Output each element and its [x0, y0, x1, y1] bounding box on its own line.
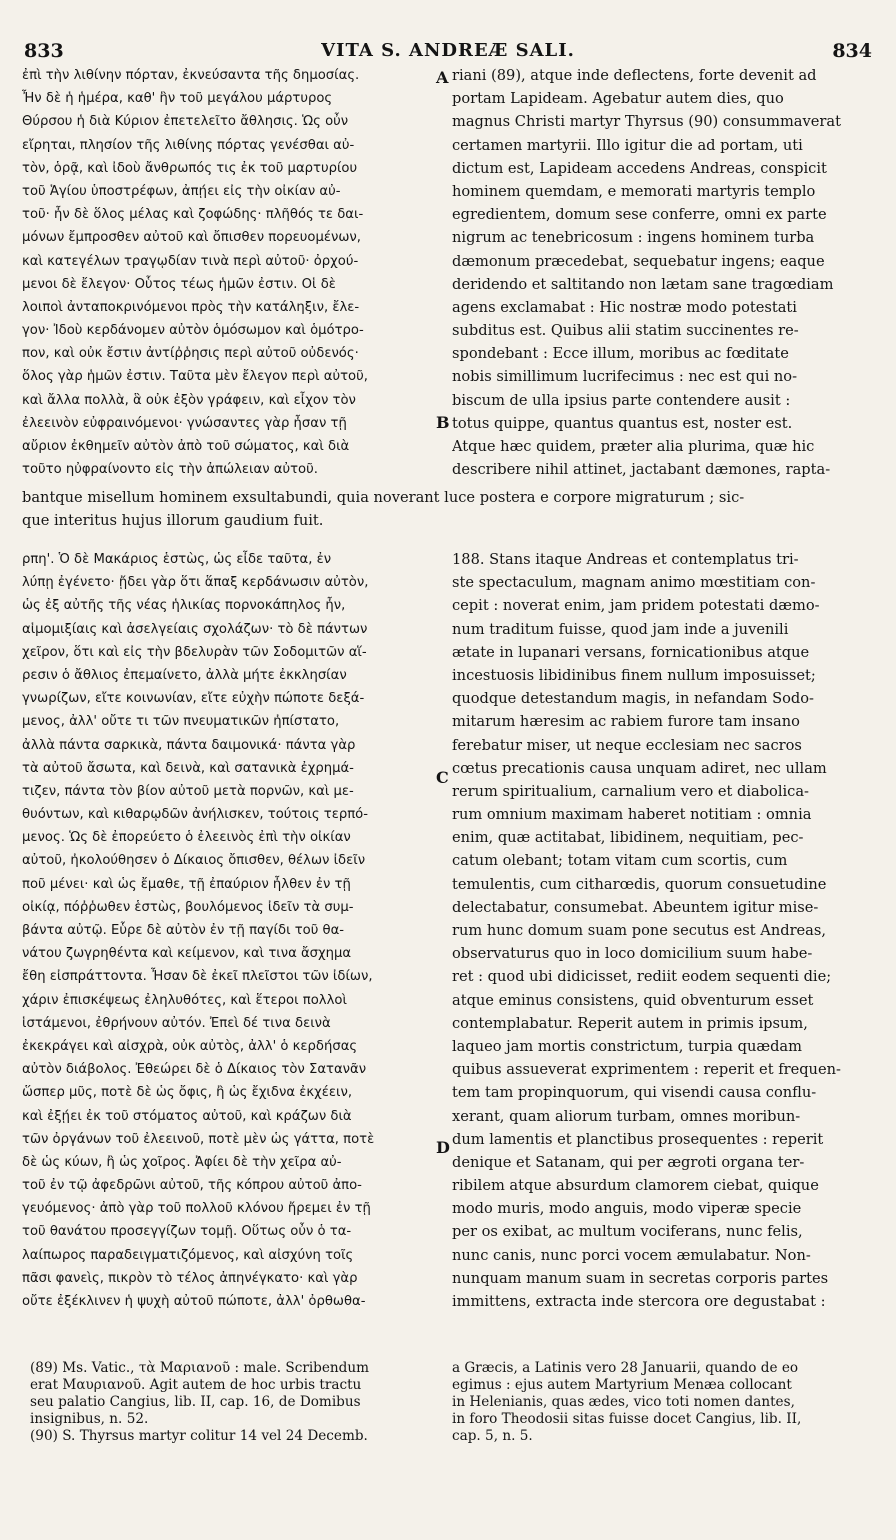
latin-text-line: egredientem, domum sese conferre, omni ex parte [452, 206, 827, 224]
greek-text-line: οὔτε ἐξέκλινεν ἡ ψυχὴ αὐτοῦ πώποτε, ἀλλ' ὀρθωθα- [22, 1294, 366, 1309]
greek-text-line: γνωρίζων, εἴτε κοινωνίαν, εἴτε εὐχὴν πώποτε δεξά- [22, 691, 365, 707]
greek-text-line: τοῦτο ηὐφραίνοντο εἰς τὴν ἀπώλειαν αὐτοῦ. [22, 462, 318, 478]
greek-text-line: ἱστάμενοι, ἐθρήνουν αὐτόν. Ἐπεὶ δέ τινα δεινὰ [22, 1015, 331, 1031]
latin-text-line: ste spectaculum, magnam animo mœstitiam con- [452, 574, 816, 592]
greek-text-line: πον, καὶ οὐκ ἔστιν ἀντίῤῥησις περὶ αὐτοῦ οὐδενός· [22, 346, 359, 362]
latin-text-line: riani (89), atque inde deflectens, forte devenit ad [452, 67, 817, 84]
greek-text-line: ἐπὶ τὴν λιθίνην πόρταν, ἐκνεύσαντα τῆς δημοσίας. [22, 68, 360, 83]
greek-text-line: λύπῃ ἐγένετο· ᾔδει γὰρ ὅτι ἅπαξ κερδάνωσιν αὐτὸν, [22, 575, 369, 591]
latin-text-line: laqueo jam mortis constrictum, turpia quædam [452, 1037, 802, 1055]
margin-letter-d: D [436, 1138, 450, 1157]
greek-text-line: τοῦ ἐν τῷ ἀφεδρῶνι αὐτοῦ, τῆς κόπρου αὐτοῦ ἀπο- [22, 1178, 362, 1194]
latin-text-line: rum hunc domum suam pone secutus est Andreas, [452, 922, 827, 939]
latin-text-line: incestuosis libidinibus finem nullum imposuisset; [452, 666, 816, 684]
page-number-right: 834 [832, 40, 872, 62]
greek-text-line: μόνων ἔμπροσθεν αὐτοῦ καὶ ὄπισθεν πορευομένων, [22, 230, 361, 246]
greek-text-line: τοῦ Ἁγίου ὑποστρέφων, ἀπῄει εἰς τὴν οἰκίαν αὐ- [22, 183, 341, 199]
margin-letter-a: A [436, 68, 449, 87]
latin-text-line: ferebatur miser, ut neque ecclesiam nec sacros [452, 736, 802, 754]
full-width-text [22, 486, 872, 532]
running-title: VITA S. ANDREÆ SALI. [321, 40, 575, 61]
latin-text-line: catum olebant; totam vitam cum scortis, cum [452, 852, 788, 870]
latin-text-line: cœtus precationis causa unquam adiret, nec ullam [452, 759, 827, 777]
latin-text-line: magnus Christi martyr Thyrsus (90) consummaverat [452, 113, 841, 131]
footnote-line: insignibus, n. 52. [30, 1411, 149, 1427]
greek-text-line: ἀλλὰ πάντα σαρκικὰ, πάντα δαιμονικά· πάντα γὰρ [22, 737, 356, 753]
greek-text-line: γον· Ἰδοὺ κερδάνομεν αὐτὸν ὁμόσωμον καὶ ὁμότρο- [22, 323, 364, 339]
latin-text-line: Atque hæc quidem, præter alia plurima, quæ hic [452, 438, 815, 455]
greek-text-line: τοῦ θανάτου προσεγγίζων τομῇ. Οὕτως οὖν ὁ τα- [22, 1224, 352, 1240]
footnote-line: seu palatio Cangius, lib. II, cap. 16, de Domibus [30, 1394, 361, 1410]
latin-text-line: spondebant : Ecce illum, moribus ac fœditate [452, 345, 789, 363]
footnote-line: in Helenianis, quas ædes, vico toti nomen dantes, [452, 1394, 795, 1410]
greek-text-line: ὥσπερ μῦς, ποτὲ δὲ ὡς ὄφις, ἢ ὡς ἔχιδνα ἐκχέειν, [22, 1085, 353, 1101]
latin-text-line: ribilem atque absurdum clamorem ciebat, quique [452, 1177, 819, 1195]
top-greek-column [22, 64, 440, 484]
greek-text-line: βάντα αὐτῷ. Εὗρε δὲ αὐτὸν ἐν τῇ παγίδι τοῦ θα- [22, 923, 345, 938]
latin-text-line: nunquam manum suam in secretas corporis partes [452, 1269, 829, 1287]
greek-text-line: οἰκίᾳ, πόῤῥωθεν ἑστὼς, βουλόμενος ἰδεῖν τὰ συμ- [22, 899, 354, 915]
footnote-line: in foro Theodosii sitas fuisse docet Cangius, lib. II, [452, 1411, 802, 1427]
greek-text-line: Ἦν δὲ ἡ ἡμέρα, καθ' ἣν τοῦ μεγάλου μάρτυρος [22, 91, 333, 107]
latin-text-line: bantque misellum hominem exsultabundi, quia noverant luce postera e corpore migraturum ; sic- [22, 489, 745, 506]
greek-text-line: ρεσιν ὁ ἄθλιος ἐπεμαίνετο, ἀλλὰ μήτε ἐκκλησίαν [22, 667, 347, 683]
footnotes-left [30, 1360, 440, 1470]
latin-text-line: hominem quemdam, e memorati martyris templo [452, 182, 816, 200]
greek-text-line: μενοι δὲ ἔλεγον· Οὗτος τέως ἡμῶν ἐστιν. Οἱ δὲ [22, 276, 336, 292]
latin-text-line: quodque detestandum magis, in nefandam Sodo- [452, 690, 814, 708]
latin-text-line: quibus assueverat exprimentem : reperit et frequen- [452, 1061, 841, 1079]
latin-text-line: xerant, quam aliorum turbam, omnes moribun- [452, 1107, 801, 1125]
latin-text-line: que interitus hujus illorum gaudium fuit. [22, 512, 324, 530]
latin-text-line: rerum spiritualium, carnalium vero et diabolica- [452, 782, 809, 800]
greek-text-line: αὔριον ἐκθημεῖν αὐτὸν ἀπὸ τοῦ σώματος, καὶ διὰ [22, 439, 350, 454]
greek-text-line: ὅλος γὰρ ἡμῶν ἐστιν. Ταῦτα μὲν ἔλεγον περὶ αὐτοῦ, [22, 369, 368, 385]
greek-text-line: τὰ αὐτοῦ ἄσωτα, καὶ δεινὰ, καὶ σατανικὰ ἐχρημά- [22, 760, 354, 776]
greek-text-line: Θύρσου ἡ διὰ Κύριον ἐπετελεῖτο ἄθλησις. Ὡς οὖν [22, 114, 349, 130]
bottom-latin-column [452, 548, 874, 1336]
latin-text-line: ætate in lupanari versans, fornicationibus atque [452, 643, 810, 661]
latin-text-line: dictum est, Lapideam accedens Andreas, conspicit [452, 159, 827, 177]
greek-text-line: γευόμενος· ἀπὸ γὰρ τοῦ πολλοῦ κλόνου ἤρεμει ἐν τῇ [22, 1201, 371, 1217]
greek-text-line: τῶν ὀργάνων τοῦ ἐλεεινοῦ, ποτὲ μὲν ὡς γάττα, ποτὲ [22, 1131, 375, 1147]
page-number-left: 833 [24, 40, 64, 62]
latin-text-line: delectabatur, consumebat. Abeuntem igitur mise- [452, 898, 819, 916]
latin-text-line: contemplabatur. Reperit autem in primis ipsum, [452, 1014, 808, 1032]
latin-text-line: ret : quod ubi didicisset, rediit eodem sequenti die; [452, 968, 832, 986]
latin-text-line: cepit : noverat enim, jam pridem potestati dæmo- [452, 597, 820, 615]
greek-text-line: ἔθη εἰσπράττοντα. Ἦσαν δὲ ἐκεῖ πλεῖστοι τῶν ἰδίων, [22, 969, 373, 985]
latin-text-line: dæmonum præcedebat, sequebatur ingens; eaque [452, 252, 825, 270]
latin-text-line: 188. Stans itaque Andreas et contemplatus tri- [452, 551, 799, 568]
footnote-line: a Græcis, a Latinis vero 28 Januarii, quando de eo [452, 1360, 799, 1376]
page-header [0, 0, 896, 60]
latin-text-line: enim, quæ actitabat, libidinem, nequitiam, pec- [452, 829, 804, 847]
greek-text-line: τιζεν, πάντα τὸν βίον αὐτοῦ μετὰ πορνῶν, καὶ με- [22, 783, 354, 799]
latin-text-line: deridendo et saltitando non lætam sane tragœdiam [452, 275, 834, 293]
latin-text-line: nunc canis, nunc porci vocem æmulabatur. Non- [452, 1246, 811, 1264]
bottom-greek-column [22, 548, 440, 1336]
latin-text-line: observaturus quo in loco domicilium suum habe- [452, 945, 813, 963]
greek-text-line: λοιποὶ ἀνταποκρινόμενοι πρὸς τὴν κατάληξιν, ἔλε- [22, 299, 360, 315]
latin-text-line: temulentis, cum citharœdis, quorum consuetudine [452, 875, 827, 893]
latin-text-line: certamen martyrii. Illo igitur die ad portam, uti [452, 136, 803, 154]
greek-text-line: νάτου ζωγρηθέντα καὶ κείμενον, καὶ τινα ἄσχημα [22, 946, 352, 962]
latin-text-line: num traditum fuisse, quod jam inde a juvenili [452, 620, 789, 638]
greek-text-line: εἴρηται, πλησίον τῆς λιθίνης πόρτας γενέσθαι αὐ- [22, 137, 355, 153]
footnotes-right [452, 1360, 874, 1470]
greek-text-line: αὐτὸν διάβολος. Ἐθεώρει δὲ ὁ Δίκαιος τὸν Σατανᾶν [22, 1062, 367, 1078]
greek-text-line: δὲ ὡς κύων, ἢ ὡς χοῖρος. Ἀφίει δὲ τὴν χεῖρα αὐ- [22, 1154, 342, 1170]
greek-text-line: χάριν ἐπισκέψεως ἐληλυθότες, καὶ ἕτεροι πολλοὶ [22, 992, 347, 1008]
footnote-line: (89) Ms. Vatic., τὰ Μαριανοῦ : male. Scribendum [30, 1360, 370, 1376]
greek-text-line: ρπη'. Ὁ δὲ Μακάριος ἑστὼς, ὡς εἶδε ταῦτα, ἐν [22, 552, 332, 567]
latin-text-line: biscum de ulla ipsius parte contendere ausit : [452, 391, 791, 409]
footnote-line: egimus : ejus autem Martyrium Menæa collocant [452, 1377, 792, 1393]
greek-text-line: τοῦ· ἦν δὲ ὅλος μέλας καὶ ζοφώδης· πλῆθός τε δαι- [22, 207, 364, 223]
latin-text-line: tem tam propinquorum, qui visendi causa conflu- [452, 1084, 817, 1102]
greek-text-line: ἐκεκράγει καὶ αἰσχρὰ, οὐκ αὐτὸς, ἀλλ' ὁ κερδήσας [22, 1038, 358, 1054]
footnote-line: cap. 5, n. 5. [452, 1428, 533, 1444]
greek-text-line: τὸν, ὁρᾷ, καὶ ἰδοὺ ἄνθρωπός τις ἐκ τοῦ μαρτυρίου [22, 160, 358, 176]
latin-text-line: totus quippe, quantus quantus est, noster est. [452, 414, 793, 432]
latin-text-line: mitarum hæresim ac rabiem furore tam insano [452, 713, 800, 731]
greek-text-line: ποῦ μένει· καὶ ὡς ἔμαθε, τῇ ἐπαύριον ἦλθεν ἐν τῇ [22, 876, 351, 892]
latin-text-line: denique et Satanam, qui per ægroti organa ter- [452, 1153, 805, 1171]
greek-text-line: μενος, ἀλλ' οὔτε τι τῶν πνευματικῶν ἠπίστατο, [22, 714, 340, 730]
greek-text-line: καὶ ἄλλα πολλὰ, ἃ οὐκ ἐξὸν γράφειν, καὶ εἶχον τὸν [22, 392, 356, 408]
greek-text-line: πᾶσι φανεὶς, πικρὸν τὸ τέλος ἀπηνέγκατο· καὶ γὰρ [22, 1270, 358, 1286]
greek-text-line: χεῖρον, ὅτι καὶ εἰς τὴν βδελυρὰν τῶν Σοδομιτῶν αἵ- [22, 644, 367, 660]
greek-text-line: ὡς ἐξ αὐτῆς τῆς νέας ἡλικίας πορνοκάπηλος ἦν, [22, 598, 346, 614]
latin-text-line: modo muris, modo anguis, modo viperæ specie [452, 1200, 802, 1218]
latin-text-line: rum omnium maximam haberet notitiam : omnia [452, 806, 812, 824]
margin-letter-b: B [436, 413, 450, 432]
latin-text-line: atque eminus consistens, quid obventurum esset [452, 991, 814, 1009]
greek-text-line: ἐλεεινὸν εὐφραινόμενοι· γνώσαντες γὰρ ἦσαν τῇ [22, 415, 347, 431]
latin-text-line: subditus est. Quibus alii statim succinentes re- [452, 322, 799, 340]
margin-letter-c: C [436, 768, 449, 787]
latin-text-line: per os exibat, ac multum vociferans, nunc felis, [452, 1223, 803, 1241]
latin-text-line: nigrum ac tenebricosum : ingens hominem turba [452, 229, 815, 247]
latin-text-line: dum lamentis et planctibus prosequentes : reperit [452, 1130, 824, 1148]
latin-text-line: portam Lapideam. Agebatur autem dies, quo [452, 90, 784, 108]
latin-text-line: agens exclamabat : Hic nostræ modo potestati [452, 298, 797, 316]
greek-text-line: καὶ κατεγέλων τραγῳδίαν τινὰ περὶ αὐτοῦ· ὀρχού- [22, 253, 359, 269]
footnote-line: (90) S. Thyrsus martyr colitur 14 vel 24 Decemb. [30, 1428, 368, 1444]
greek-text-line: λαίπωρος παραδειγματιζόμενος, καὶ αἰσχύνη τοῖς [22, 1247, 354, 1263]
greek-text-line: αἱμομιξίαις καὶ ἀσελγείαις σχολάζων· τὸ δὲ πάντων [22, 621, 368, 637]
latin-text-line: immittens, extracta inde stercora ore degustabat : [452, 1293, 826, 1310]
latin-text-line: describere nihil attinet, jactabant dæmones, rapta- [452, 461, 831, 479]
greek-text-line: καὶ ἐξῄει ἐκ τοῦ στόματος αὐτοῦ, καὶ κράζων διὰ [22, 1108, 352, 1124]
footnote-line: erat Μαυριανοῦ. Agit autem de hoc urbis tractu [30, 1377, 362, 1393]
greek-text-line: θυόντων, καὶ κιθαρῳδῶν ἀνήλισκεν, τούτοις τερπό- [22, 807, 369, 823]
top-latin-column [452, 64, 874, 484]
latin-text-line: nobis simillimum lucrifecimus : nec est qui no- [452, 368, 798, 386]
greek-text-line: αὐτοῦ, ἠκολούθησεν ὁ Δίκαιος ὄπισθεν, θέλων ἰδεῖν [22, 853, 366, 869]
greek-text-line: μενος. Ὡς δὲ ἐπορεύετο ὁ ἐλεεινὸς ἐπὶ τὴν οἰκίαν [22, 830, 351, 846]
